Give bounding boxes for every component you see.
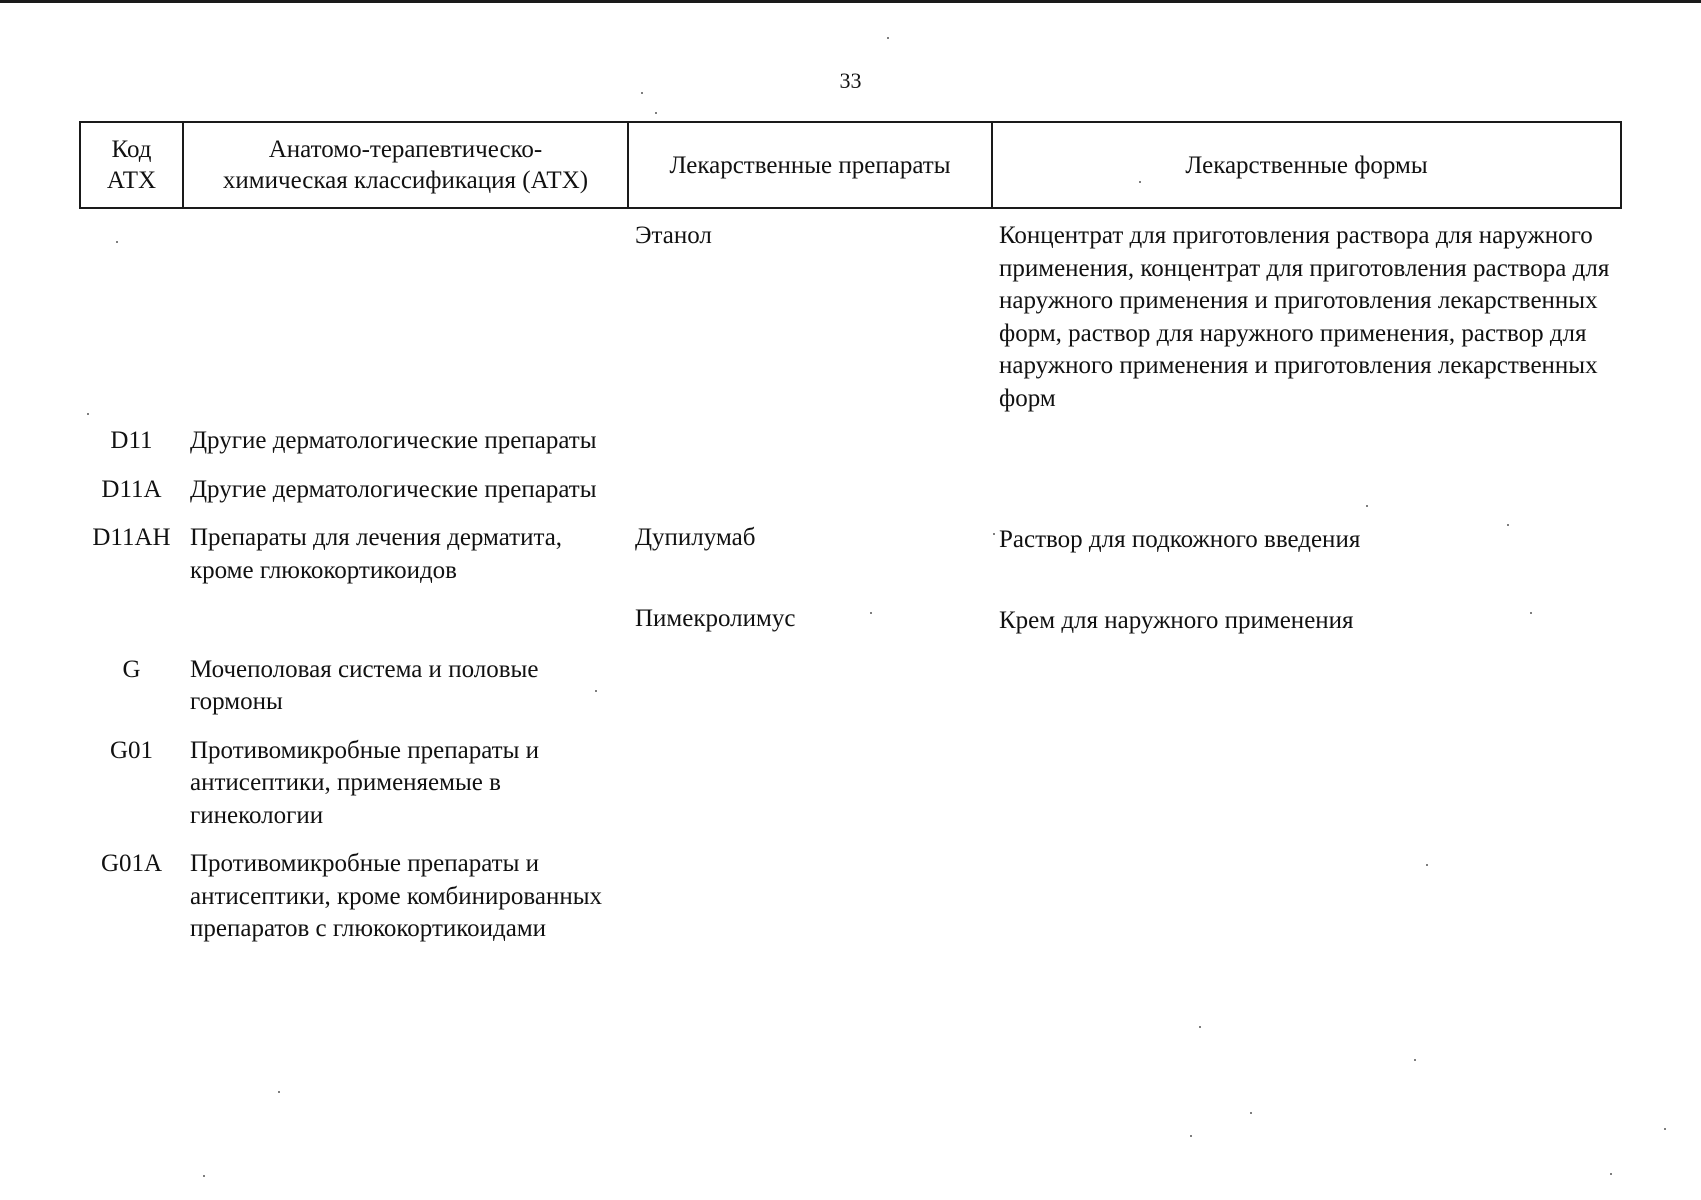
table-row: [80, 603, 1621, 654]
scan-speck: [1139, 181, 1141, 183]
scan-speck: [887, 37, 889, 39]
atc-code-cell: G01: [109, 736, 154, 764]
dosage-form-cell: [992, 654, 1621, 735]
atc-code-cell: [80, 603, 183, 654]
atc-classification-cell: [183, 208, 628, 425]
atc-code-cell: G: [122, 655, 141, 683]
scan-speck: [1664, 1128, 1666, 1130]
scan-speck: [278, 1091, 280, 1093]
dosage-form-cell: [992, 735, 1621, 849]
header-drugs: Лекарственные препараты: [628, 122, 992, 208]
atc-code-cell: D11: [110, 427, 153, 454]
scan-speck: [1250, 1112, 1252, 1114]
scan-speck: [1610, 1173, 1612, 1175]
scan-speck: [116, 241, 118, 243]
table-row: [80, 474, 1621, 523]
table-row: [80, 522, 1621, 603]
drug-name-cell: [628, 474, 992, 523]
scan-speck: [595, 690, 597, 692]
page-number: 33: [839, 68, 862, 93]
scan-speck: [641, 92, 643, 94]
table-row: [80, 735, 1621, 849]
table-row: [80, 208, 1621, 425]
top-border-rule: [0, 0, 1701, 3]
atc-classification-cell: Другие дерматологические препараты: [190, 475, 597, 503]
drug-name-cell: Дупилумаб: [635, 524, 756, 551]
atc-classification-cell: Мочеполовая система и половые гормоны: [190, 655, 539, 715]
dosage-form-cell: Концентрат для приготовления раствора для наружного применения, концентрат для приготовления раствора для наружного применения и приготовления лекарственных форм, раствор для наружного применения, раствор для наружного применения и приготовления лекарственных форм: [999, 222, 1610, 412]
scan-speck: [870, 612, 872, 614]
scan-speck: [1507, 524, 1509, 526]
header-atc-code: Код АТХ: [80, 122, 183, 208]
table-header: [80, 122, 1621, 208]
atc-drug-table: [79, 121, 1622, 962]
dosage-form-cell: [992, 848, 1621, 962]
drug-name-cell: [628, 425, 992, 474]
header-atc-classification: Анатомо-терапевтическо- химическая классификация (АТХ): [183, 122, 628, 208]
atc-classification-cell: Противомикробные препараты и антисептики, применяемые в гинекологии: [190, 736, 540, 829]
atc-classification-cell: Другие дерматологические препараты: [190, 427, 597, 454]
scan-speck: [1426, 864, 1428, 866]
drug-name-cell: [628, 735, 992, 849]
drug-name-cell: [628, 654, 992, 735]
atc-classification-cell: Препараты для лечения дерматита, кроме глюкокортикоидов: [190, 524, 563, 584]
scan-speck: [203, 1175, 205, 1177]
dosage-form-cell: Крем для наружного применения: [999, 607, 1354, 634]
table-row: [80, 654, 1621, 735]
atc-code-cell: G01A: [100, 850, 163, 877]
scan-speck: [1190, 1135, 1192, 1137]
atc-classification-cell: [183, 603, 628, 654]
drug-name-cell: [628, 848, 992, 962]
dosage-form-cell: [992, 425, 1621, 474]
atc-code-cell: D11A: [101, 475, 162, 503]
dosage-form-cell: [992, 474, 1621, 523]
scan-speck: [1414, 1059, 1416, 1061]
drug-name-cell: Этанол: [635, 222, 712, 249]
scan-speck: [993, 533, 995, 535]
drug-name-cell: Пимекролимус: [635, 605, 796, 632]
table-row: [80, 425, 1621, 474]
scan-speck: [1366, 505, 1368, 507]
scan-speck: [87, 413, 89, 415]
dosage-form-cell: Раствор для подкожного введения: [999, 526, 1361, 553]
table-body: [80, 208, 1621, 962]
atc-code-cell: D11AH: [92, 524, 171, 551]
scan-speck: [1199, 1026, 1201, 1028]
scan-speck: [655, 112, 657, 114]
header-dosage-forms: Лекарственные формы: [992, 122, 1621, 208]
atc-classification-cell: Противомикробные препараты и антисептики, кроме комбинированных препаратов с глюкокортикоидами: [190, 850, 603, 942]
atc-code-cell: [80, 208, 183, 425]
table-row: [80, 848, 1621, 962]
scan-speck: [1530, 612, 1532, 614]
